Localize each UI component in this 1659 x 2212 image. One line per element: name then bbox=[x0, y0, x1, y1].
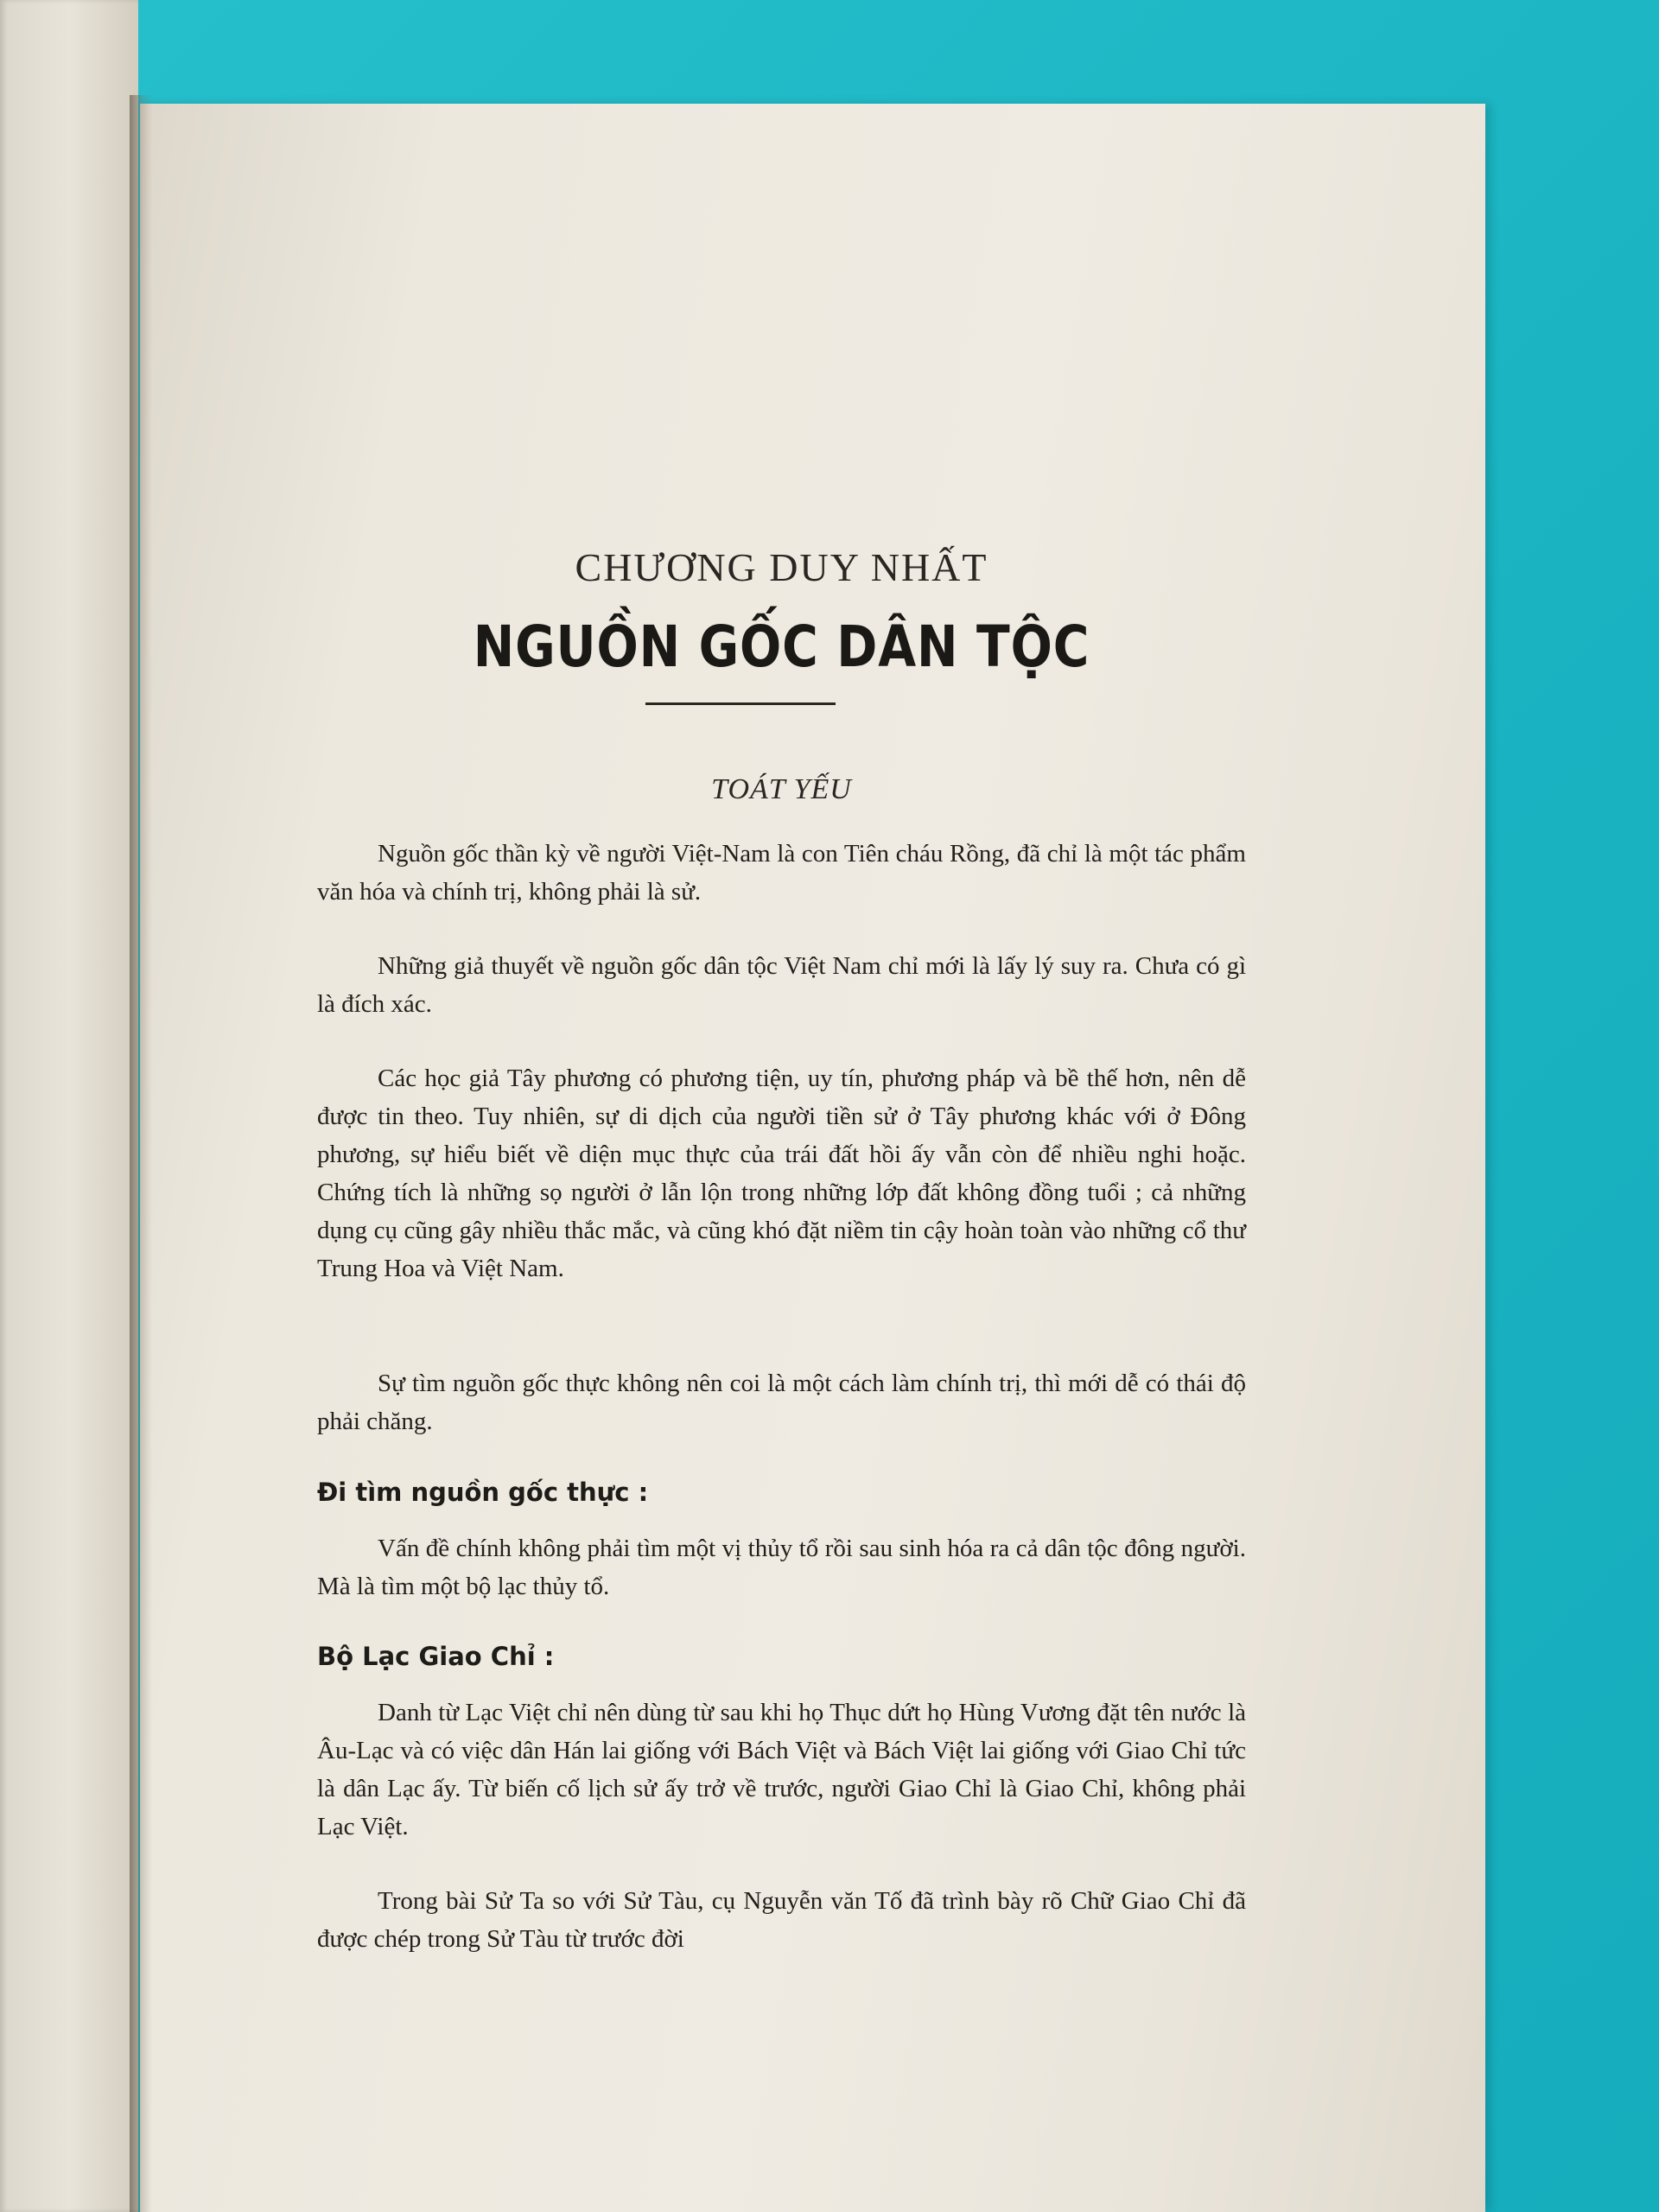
title-divider bbox=[645, 702, 836, 705]
book-page bbox=[140, 104, 1485, 2212]
section-origin-paragraph: Vấn đề chính không phải tìm một vị thủy tổ rồi sau sinh hóa ra cả dân tộc đông người. Mà là tìm một bộ lạc thủy tổ. bbox=[317, 1535, 1246, 1600]
summary-paragraph-1: Nguồn gốc thần kỳ về người Việt-Nam là con Tiên cháu Rồng, đã chỉ là một tác phẩm văn hóa và chính trị, không phải là sử. bbox=[317, 840, 1246, 906]
chapter-title: NGUỒN GỐC DÂN TỘC bbox=[473, 613, 1090, 680]
section-heading-giao-chi: Bộ Lạc Giao Chỉ : bbox=[317, 1642, 555, 1671]
section-giao-chi-paragraph-2: Trong bài Sử Ta so với Sử Tàu, cụ Nguyễn văn Tố đã trình bày rõ Chữ Giao Chỉ đã được chép trong Sử Tàu từ trước đời bbox=[317, 1887, 1246, 1953]
book-gutter-shadow bbox=[130, 95, 152, 2212]
chapter-label: CHƯƠNG DUY NHẤT bbox=[575, 545, 988, 589]
summary-paragraph-4: Sự tìm nguồn gốc thực không nên coi là một cách làm chính trị, thì mới dễ có thái độ phải chăng. bbox=[317, 1370, 1246, 1435]
section-heading-origin: Đi tìm nguồn gốc thực : bbox=[317, 1478, 649, 1507]
summary-heading: TOÁT YẾU bbox=[711, 773, 852, 805]
section-giao-chi-paragraph-1: Danh từ Lạc Việt chỉ nên dùng từ sau khi họ Thục dứt họ Hùng Vương đặt tên nước là Âu-Lạc và có việc dân Hán lai giống với Bách Việt và Bách Việt lai giống với Giao Chỉ tức là dân Lạc ấy. Từ biến cố lịch sử ấy trở về trước, người Giao Chỉ là Giao Chỉ, không phải Lạc Việt. bbox=[317, 1699, 1246, 1840]
facing-page bbox=[0, 0, 138, 2212]
summary-paragraph-3: Các học giả Tây phương có phương tiện, uy tín, phương pháp và bề thế hơn, nên dễ được tin theo. Tuy nhiên, sự di dịch của người tiền sử ở Tây phương khác với ở Đông phương, sự hiểu biết về diện mục thực của trái đất hồi ấy vẫn còn để nhiều nghi hoặc. Chứng tích là những sọ người ở lẫn lộn trong những lớp đất không đồng tuổi ; cả những dụng cụ cũng gây nhiều thắc mắc, và cũng khó đặt niềm tin cậy hoàn toàn vào những cổ thư Trung Hoa và Việt Nam. bbox=[317, 1065, 1246, 1282]
summary-paragraph-2: Những giả thuyết về nguồn gốc dân tộc Việt Nam chỉ mới là lấy lý suy ra. Chưa có gì là đích xác. bbox=[317, 952, 1246, 1018]
